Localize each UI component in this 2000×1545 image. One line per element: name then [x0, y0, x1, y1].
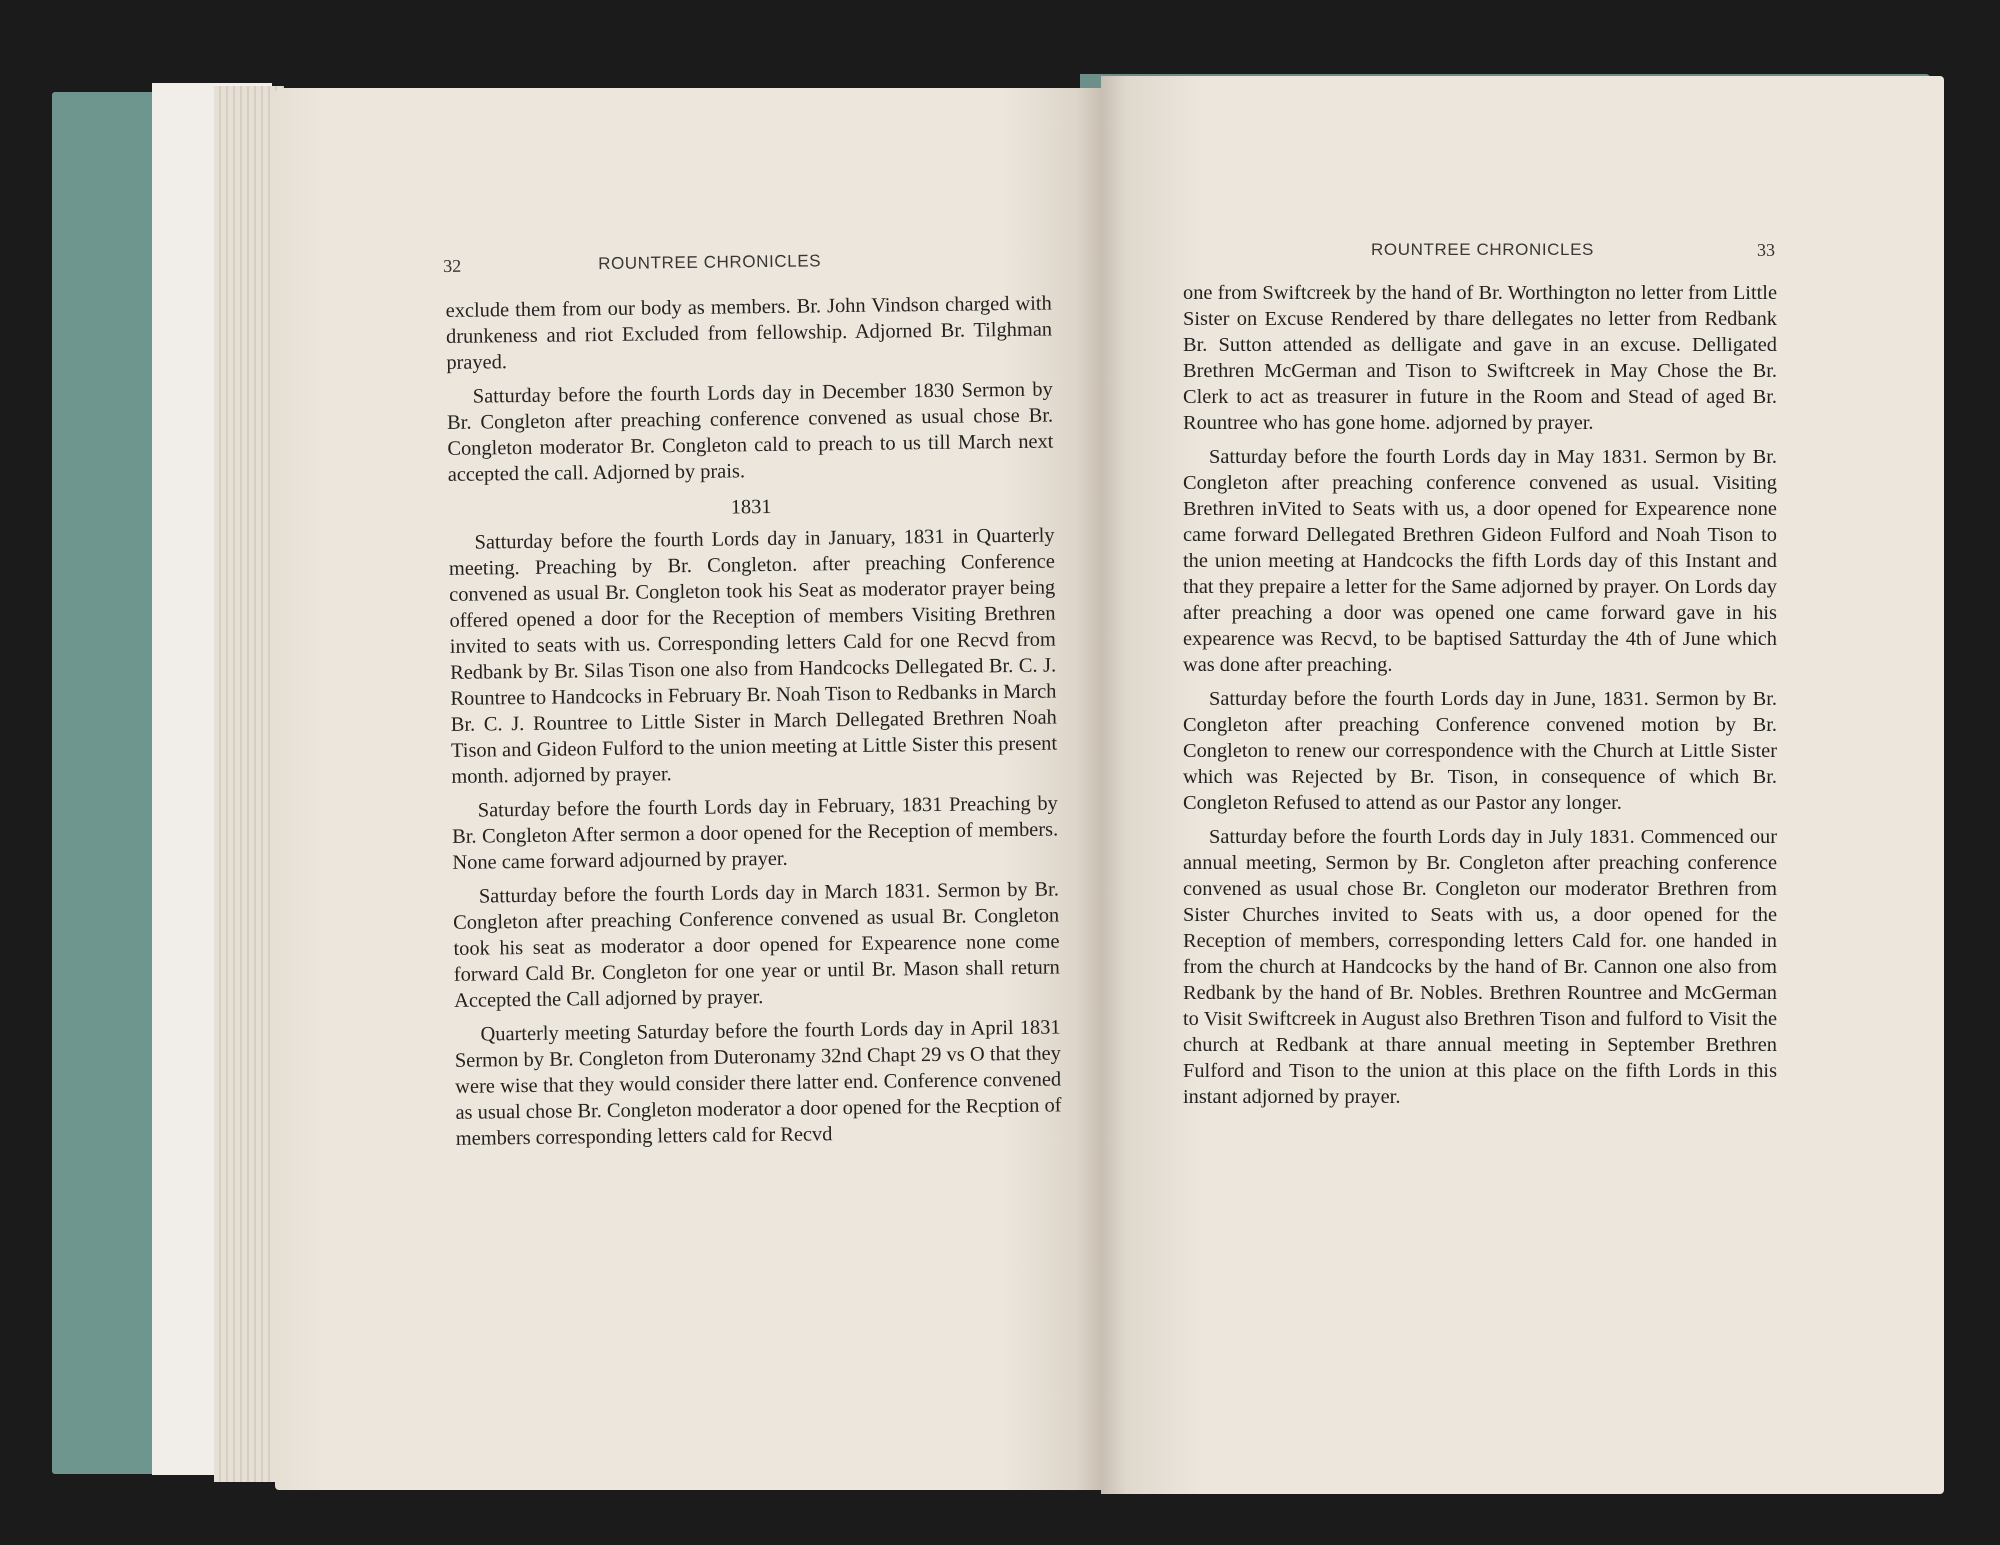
paragraph: Satturday before the fourth Lords day in January, 1831 in Quarterly meeting. Preaching by Br. Congleton. after preaching Conference convened as usual Br. Congleton took his Seat as moderator prayer being offered opened a door for the Reception of members Visiting Brethren invited to seats with us. Corresponding letters Cald for one Recvd from Redbank by Br. Silas Tison one also from Handcocks Dellegated Br. C. J. Rountree to Handcocks in February Br. Noah Tison to Redbanks in March Br. C. J. Rountree to Little Sister in March Dellegated Brethren Noah Tison and Gideon Fulford to the union meeting at Little Sister this present month. adjorned by prayer. — [448, 524, 1058, 788]
right-page — [1101, 76, 1944, 1494]
running-head: ROUNTREE CHRONICLES — [598, 251, 822, 274]
paragraph: Satturday before the fourth Lords day in July 1831. Commenced our annual meeting, Sermon by Br. Congleton after preaching conference convened as usual chose Br. Congleton our moderator Brethren from Sister Churches invited to Seats with us, a door opened for the Reception of members, corresponding letters Cald for. one handed in from the church at Handcocks by the hand of Br. Cannon one also from Redbank by the hand of Br. Nobles. Brethren Rountree and McGerman to Visit Swiftcreek in August also Brethren Tison and fulford to Visit the church at Redbank at thare annual meeting in September Brethren Fulford and Tison to the union at this place on the fifth Lords in this instant adjorned by prayer. — [1183, 826, 1777, 1108]
paragraph: Quarterly meeting Saturday before the fourth Lords day in April 1831 Sermon by Br. Congleton from Duteronamy 32nd Chapt 29 vs O that they were wise that they would consider there latter end. Conference convened as usual chose Br. Congleton moderator a door opened for the Recption of members corresponding letters cald for Recvd — [454, 1016, 1062, 1150]
paragraph: Satturday before the fourth Lords day in May 1831. Sermon by Br. Congleton after preaching conference convened as usual. Visiting Brethren inVited to Seats with us, a door opened for Expearence none came forward Dellegated Brethren Gideon Fulford and Noah Tison to the union meeting at Handcocks the fifth Lords day of this Instant and that they prepaire a letter for the Same adjorned by prayer. On Lords day after preaching a door was opened one came forward gave in his expearence was Recvd, to be baptised Satturday the 4th of June which was done after preaching. — [1183, 446, 1777, 676]
paragraph: one from Swiftcreek by the hand of Br. Worthington no letter from Little Sister on Excuse Rendered by thare dellegates no letter from Redbank Br. Sutton attended as delligate and gave in an excuse. Delligated Brethren McGerman and Tison to Swiftcreek in May Chose the Br. Clerk to act as treasurer in future in the Room and Stead of aged Br. Rountree who has gone home. adjorned by prayer. — [1183, 282, 1777, 434]
running-head: ROUNTREE CHRONICLES — [1371, 240, 1594, 259]
paragraph: Satturday before the fourth Lords day in March 1831. Sermon by Br. Congleton after preaching Conference convened as usual Br. Congleton took his seat as moderator a door opened for Expearence none come forward Cald Br. Congleton for one year or until Br. Mason shall return Accepted the Call adjorned by prayer. — [453, 878, 1060, 1012]
page-number: 32 — [443, 255, 462, 276]
page-text — [446, 291, 1062, 1152]
left-page — [275, 88, 1101, 1490]
page-text — [1183, 280, 1777, 1110]
paragraph: exclude them from our body as members. Br. John Vindson charged with drunkeness and riot Excluded from fellowship. Adjorned Br. Tilghman prayed. — [445, 292, 1053, 374]
paragraph: Satturday before the fourth Lords day in December 1830 Sermon by Br. Congleton after preaching conference convened as usual chose Br. Congleton moderator Br. Congleton cald to preach to us till March next accepted the call. Adjorned by prais. — [446, 378, 1054, 486]
page-edges — [214, 86, 284, 1482]
page-number: 33 — [1757, 240, 1775, 260]
year-heading: 1831 — [730, 495, 772, 519]
paragraph: Satturday before the fourth Lords day in June, 1831. Sermon by Br. Congleton after preaching Conference convened motion by Br. Congleton to renew our correspondence with the Church at Little Sister which was Rejected by Br. Tison, in consequence of which Br. Congleton Refused to attend as our Pastor any longer. — [1183, 688, 1777, 814]
paragraph: Saturday before the fourth Lords day in February, 1831 Preaching by Br. Congleton After sermon a door opened for the Reception of members. None came forward adjourned by prayer. — [452, 792, 1059, 874]
